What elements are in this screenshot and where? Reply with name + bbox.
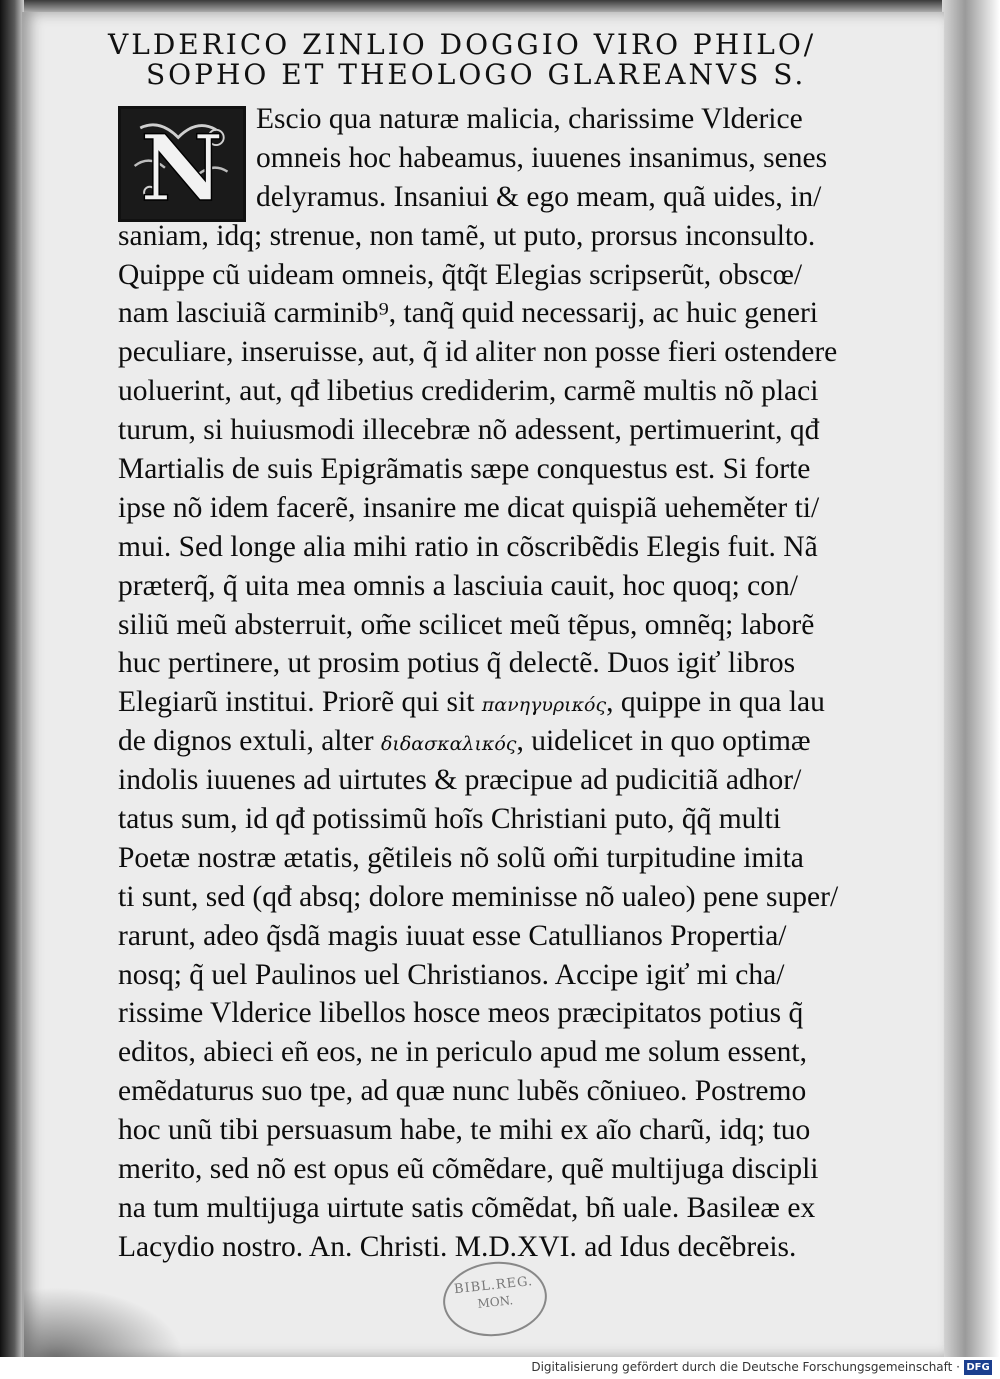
dedication-heading [108, 30, 888, 90]
dfg-logo[interactable]: DFG [964, 1360, 992, 1375]
text-line: saniam, idq; strenue, non tamẽ, ut puto, prorsus inconsulto. [118, 219, 816, 252]
heading-line-2: SOPHO ET THEOLOGO GLAREANVS S. [146, 58, 807, 91]
svg-text:N: N [140, 116, 224, 219]
text-segment: , uidelicet in quo optimæ [516, 725, 811, 758]
text-line: delyramus. Insaniui & ego meam, quã uides, in/ [256, 180, 822, 213]
funding-credit: Digitalisierung gefördert durch die Deutsche Forschungsgemeinschaft · [531, 1360, 960, 1374]
text-line: emẽdaturus suo tpe, ad quæ nunc lubẽs cõniueo. Postremo [118, 1075, 807, 1108]
text-line: Escio qua naturæ malicia, charissime Vlderice [256, 103, 803, 135]
text-line: turum, si huiusmodi illecebræ nõ adessent, pertimuerint, qđ [118, 414, 820, 447]
text-line: Lacydio nostro. An. Christi. M.D.XVI. ad Idus decẽbreis. [118, 1230, 797, 1263]
text-line: rissime Vlderice libellos hosce meos præcipitatos potius q̃ [118, 997, 804, 1030]
heading-line-1: VLDERICO ZINLIO DOGGIO VIRO PHILO/ [108, 28, 817, 61]
text-line: nosq; q̃ uel Paulinos uel Christianos. Accipe igiť mi cha/ [118, 958, 785, 991]
greek-word-panegyrikos: πανηγυρικός [481, 694, 607, 717]
text-line: Martialis de suis Epigrãmatis sæpe conquestus est. Si forte [118, 453, 811, 486]
text-line: merito, sed nõ est opus eũ cõmẽdare, quẽ multijuga discipli [118, 1153, 819, 1186]
text-line: ipse nõ idem facerẽ, insanire me dicat quispiã ueheměter ti/ [118, 491, 820, 524]
text-line: nam lasciuiã carminib⁹, tanq̃ quid necessarij, ac huic generi [118, 297, 818, 330]
digitization-footer [0, 1357, 1000, 1379]
text-line: editos, abieci eñ eos, ne in periculo apud me solum essent, [118, 1036, 807, 1069]
text-segment: Elegiarũ institui. Priorẽ qui sit [118, 686, 475, 719]
text-line: præterq̃, q̃ uita mea omnis a lasciuia cauit, hoc quoq; con/ [118, 569, 798, 602]
stamp-line-2: MON. [476, 1293, 514, 1311]
text-line: tatus sum, id qđ potissimũ hoĩs Christiani puto, q̃q̃ multi [118, 803, 781, 836]
scan-left-edge [0, 0, 24, 1358]
thumb-shadow [24, 1287, 184, 1357]
text-line: mui. Sed longe alia mihi ratio in cõscribẽdis Elegis fuit. Nã [118, 530, 818, 563]
text-line-with-greek [118, 683, 888, 722]
text-line: rarunt, adeo q̃sdã magis iuuat esse Catullianos Propertia/ [118, 919, 787, 952]
text-line: peculiare, inseruisse, aut, q̃ id aliter non posse fieri ostendere [118, 336, 838, 369]
text-line: Quippe cũ uideam omneis, q̃tq̃t Elegias scripserũt, obscœ/ [118, 258, 803, 291]
text-line: na tum multijuga uirtute satis cõmẽdat, bñ uale. Basileæ ex [118, 1191, 816, 1224]
text-line: indolis iuuenes ad uirtutes & præcipue ad pudicitiã adhor/ [118, 764, 802, 797]
greek-word-didaskalikos: διδασκαλικός [380, 733, 517, 756]
text-segment: , quippe in qua lau [606, 686, 825, 719]
text-line-with-greek [118, 722, 888, 761]
stamp-line-1: BIBL.REG. [453, 1273, 534, 1298]
text-line: siliũ meũ absterruit, om̃e scilicet meũ tẽpus, omnẽq; laborẽ [118, 608, 815, 641]
text-line: ti sunt, sed (qđ absq; dolore meminisse nõ ualeo) pene super/ [118, 880, 839, 913]
text-line: uoluerint, aut, qđ libetius crediderim, carmẽ multis nõ placi [118, 375, 819, 408]
text-line: omneis hoc habeamus, iuuenes insanimus, senes [256, 141, 828, 174]
text-line: Poetæ nostræ ætatis, gẽtileis nõ solũ om̃i turpitudine imita [118, 841, 804, 874]
text-segment: de dignos extuli, alter [118, 725, 374, 758]
text-line: huc pertinere, ut prosim potius q̃ delectẽ. Duos igiť libros [118, 647, 796, 680]
text-line: hoc unũ tibi persuasum habe, te mihi ex aĩo charũ, idq; tuo [118, 1114, 811, 1147]
letter-body [118, 100, 888, 1267]
scan-right-edge [942, 0, 1000, 1358]
